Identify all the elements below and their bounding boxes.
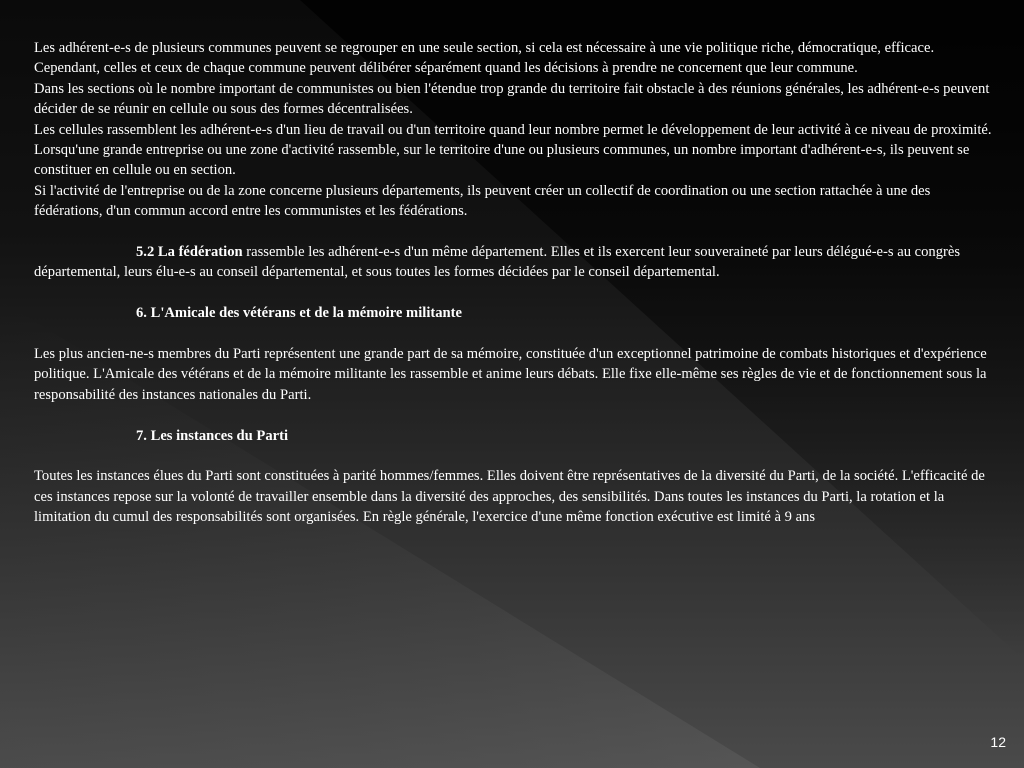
section-7-heading-line xyxy=(34,426,998,446)
paragraph: Si l'activité de l'entreprise ou de la zone concerne plusieurs départements, ils peuvent créer un collectif de coordination ou une section rattachée à une des fédérations, d'un commun accord entre les communistes et les fédérations. xyxy=(34,182,931,220)
section-7-text: Toutes les instances élues du Parti sont constituées à parité hommes/femmes. Elles doivent être représentatives de la diversité du Parti, de la société. L'efficacité de ces instances repose sur la volonté de travailler ensemble dans la diversité des approches, des sensibilités. Dans toutes les instances du Parti, la rotation et la limitation du cumul des responsabilités sont organisées. En règle générale, l'exercice d'une même fonction exécutive est limité à 9 ans xyxy=(34,468,985,526)
spacer xyxy=(34,446,998,466)
spacer xyxy=(34,283,998,303)
section-6-heading: 6. L'Amicale des vétérans et de la mémoire militante xyxy=(136,305,462,322)
section-7-heading: 7. Les instances du Parti xyxy=(136,427,289,444)
page-number: 12 xyxy=(990,734,1006,750)
spacer xyxy=(34,405,998,425)
section-6-text: Les plus ancien-ne-s membres du Parti représentent une grande part de sa mémoire, constituée d'un exceptionnel patrimoine de combats historiques et d'expérience politique. L'Amicale des vétérans et de la mémoire militante les rassemble et anime leurs débats. Elle fixe elle-même ses règles de vie et de fonctionnement sous la responsabilité des instances nationales du Parti. xyxy=(34,346,987,403)
spacer xyxy=(34,222,998,242)
paragraph: Lorsqu'une grande entreprise ou une zone d'activité rassemble, sur le territoire d'une ou plusieurs communes, un nombre important d'adhérent-e-s, ils peuvent se constituer en cellule ou en section. xyxy=(34,142,970,179)
paragraph: Dans les sections où le nombre important de communistes ou bien l'étendue trop grande du territoire fait obstacle à des réunions générales, les adhérent-e-s peuvent décider de se réunir en cellule ou sous des formes décentralisées. xyxy=(34,80,990,118)
spacer xyxy=(34,324,998,344)
slide-content xyxy=(34,38,998,528)
paragraph: Les cellules rassemblent les adhérent-e-s d'un lieu de travail ou d'un territoire quand leur nombre permet le développement de leur activité à ce niveau de proximité. xyxy=(34,121,992,138)
section-5-2-paragraph xyxy=(34,242,998,283)
section-5-2-heading: 5.2 La fédération xyxy=(136,244,243,261)
section-6-heading-line xyxy=(34,303,998,323)
section-5-2-text: rassemble les adhérent-e-s d'un même département. Elles et ils exercent leur souveraineté par leurs délégué-e-s au congrès départemental, leurs élu-e-s au conseil départemental, et sous toutes les formes décidées par le conseil départemental. xyxy=(34,244,961,281)
paragraph: Les adhérent-e-s de plusieurs communes peuvent se regrouper en une seule section, si cela est nécessaire à une vie politique riche, démocratique, efficace. Cependant, celles et ceux de chaque commune peuvent délibérer séparément quand les décisions à prendre ne concernent que leur commune. xyxy=(34,40,935,77)
